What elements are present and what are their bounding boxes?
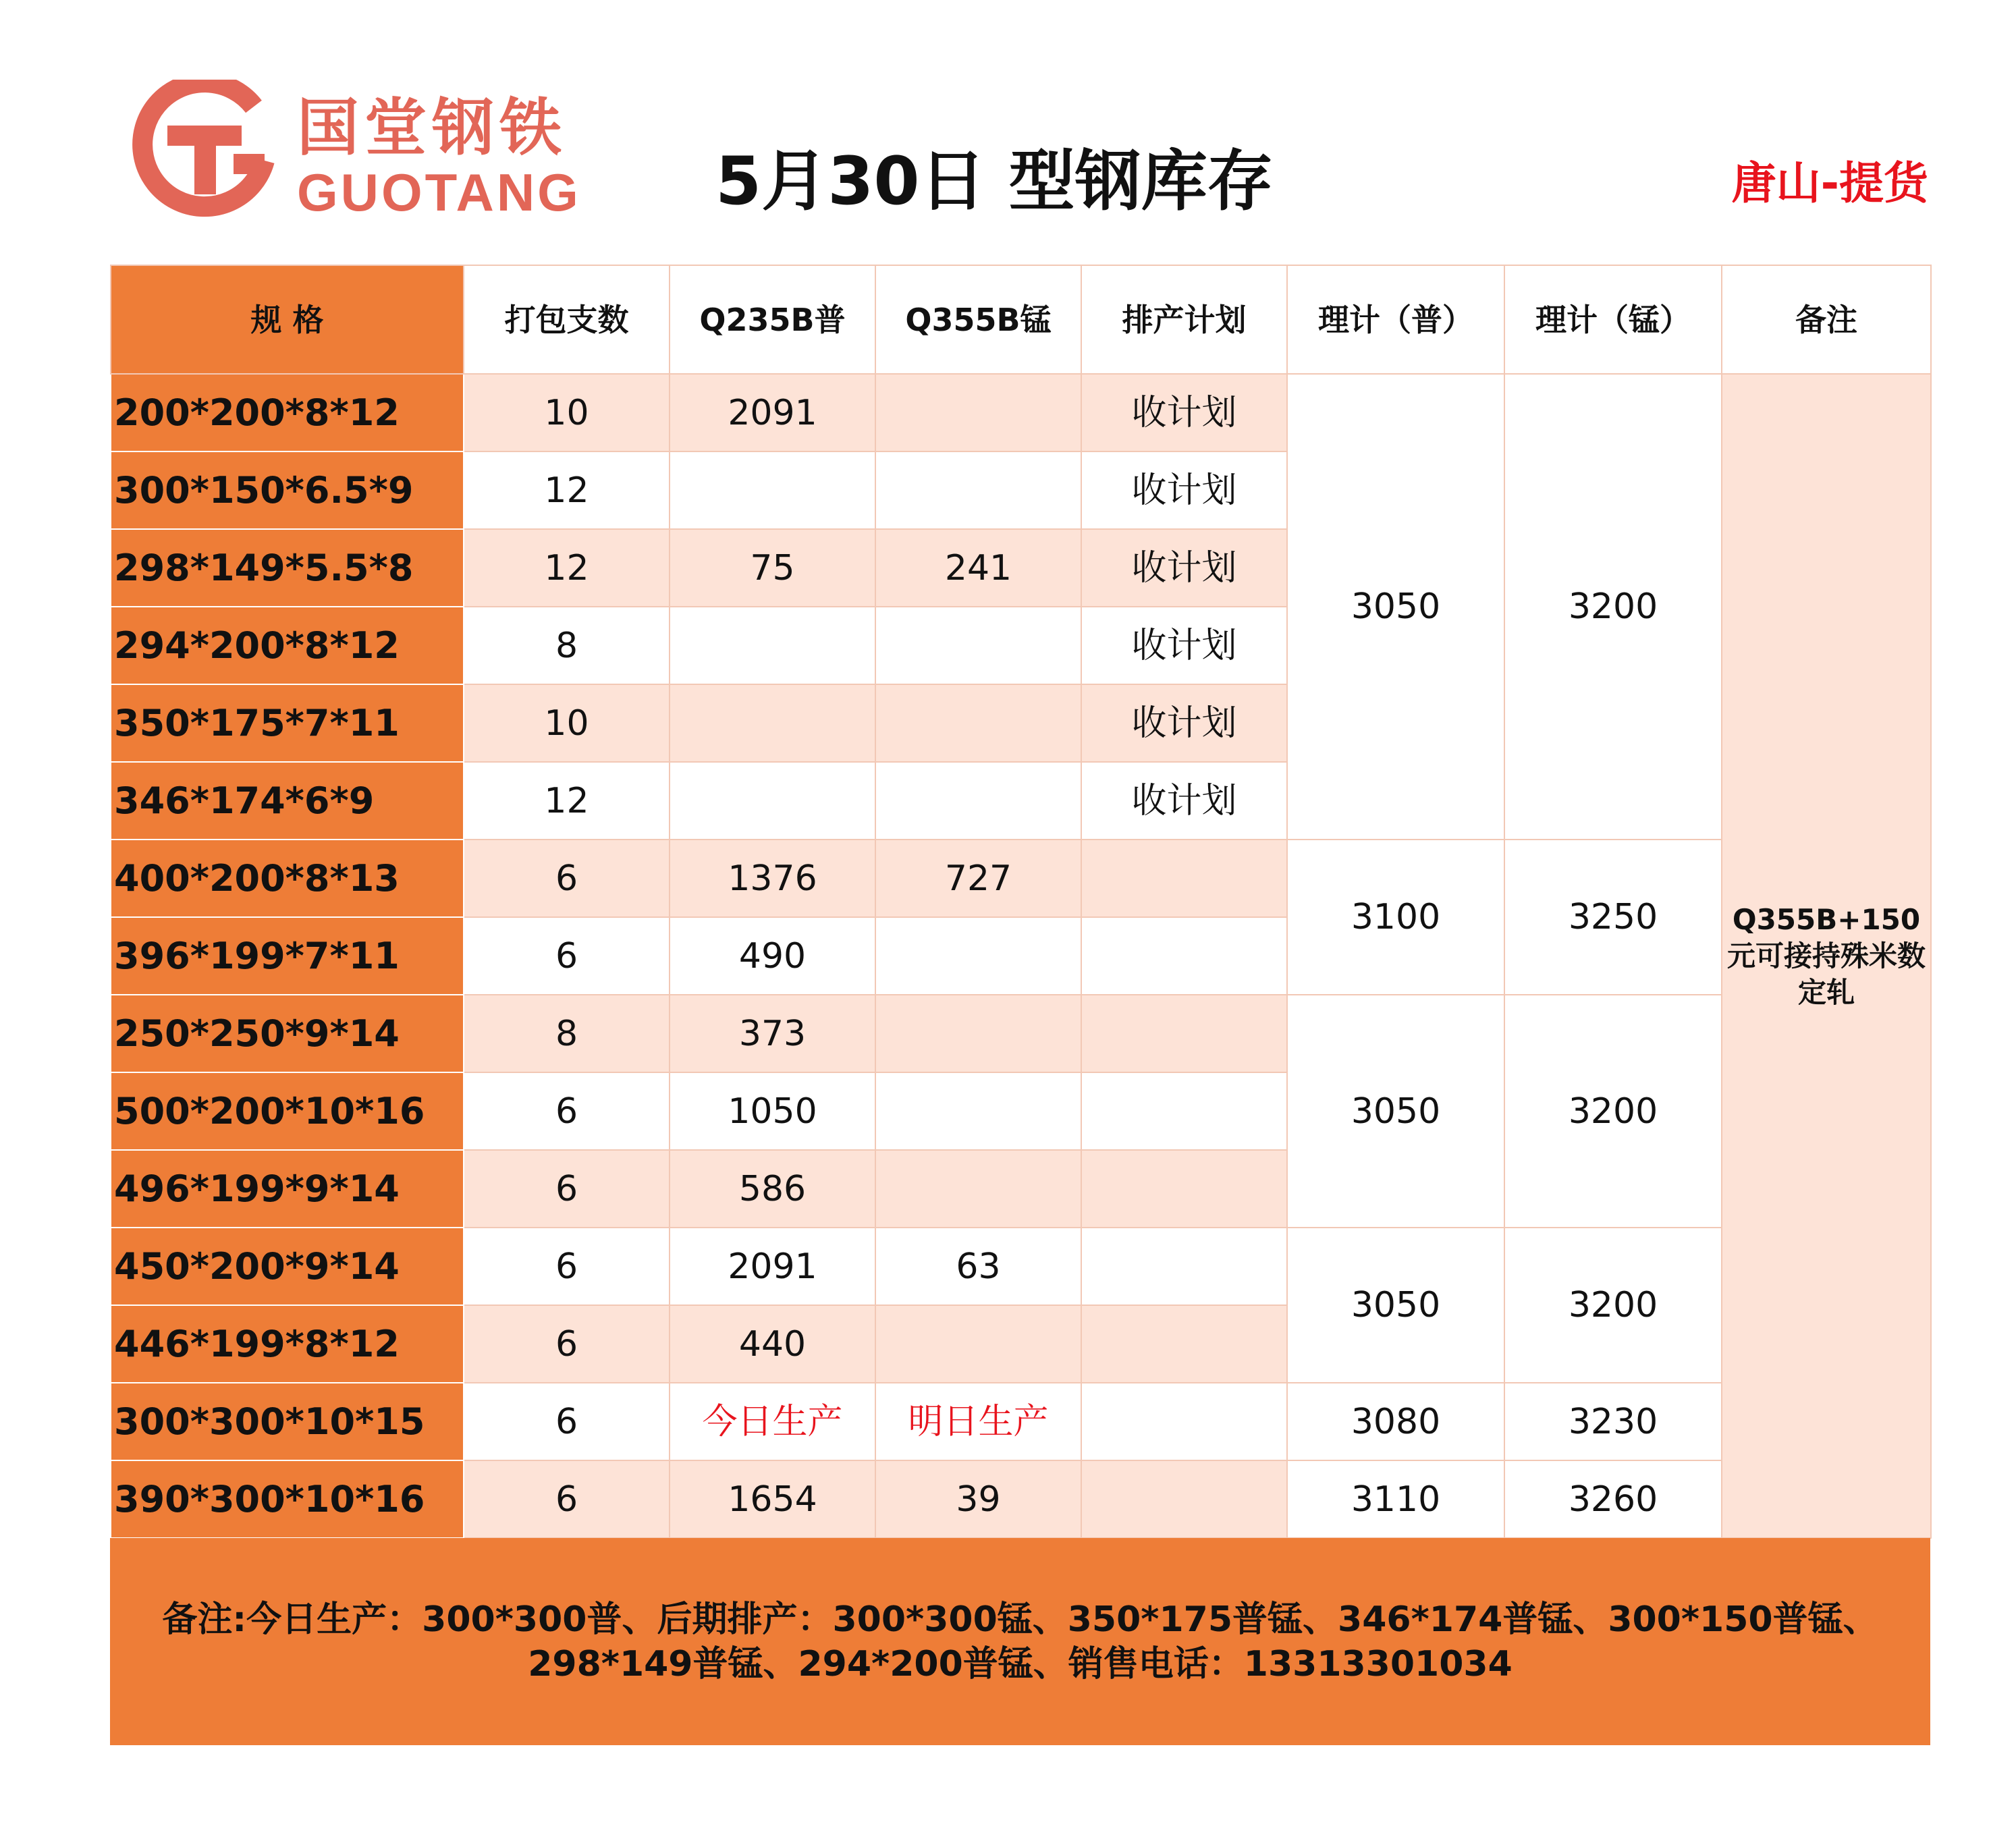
price-pu-cell: 3050	[1287, 374, 1504, 840]
bundle-cell: 6	[464, 1460, 670, 1538]
plan-cell	[1081, 840, 1287, 917]
spec-cell: 294*200*8*12	[111, 607, 464, 684]
q235-cell: 75	[670, 529, 875, 607]
footer-note	[110, 1538, 1930, 1745]
q355-cell: 63	[875, 1228, 1081, 1305]
table-row	[111, 374, 1931, 451]
spec-cell: 496*199*9*14	[111, 1150, 464, 1228]
plan-cell	[1081, 1228, 1287, 1305]
q235-cell	[670, 451, 875, 529]
spec-cell: 450*200*9*14	[111, 1228, 464, 1305]
price-pu-cell: 3050	[1287, 1228, 1504, 1383]
inventory-table	[110, 265, 1932, 1539]
page-title: 5月30日 型钢库存	[715, 143, 1274, 220]
header-bundle-count: 打包支数	[464, 265, 670, 374]
spec-cell: 300*150*6.5*9	[111, 451, 464, 529]
header-theory-price-meng: 理计（锰）	[1504, 265, 1722, 374]
footer-note-text: 备注:今日生产：300*300普、后期排产：300*300锰、350*175普锰、346*174普锰、300*150普锰、298*149普锰、294*200普锰、销售电话：13313301034	[162, 1599, 1878, 1684]
table-row	[111, 995, 1931, 1072]
q355-cell	[875, 1305, 1081, 1383]
logo-name-cn: 国堂钢铁	[297, 92, 568, 164]
note-cell: Q355B+150元可接持殊米数定轧	[1722, 374, 1931, 1538]
plan-cell	[1081, 1383, 1287, 1460]
bundle-cell: 12	[464, 529, 670, 607]
logo-name-en: GUOTANG	[297, 163, 581, 222]
q235-cell: 2091	[670, 374, 875, 451]
table-header-row	[111, 265, 1931, 374]
q235-cell: 440	[670, 1305, 875, 1383]
spec-cell: 500*200*10*16	[111, 1072, 464, 1150]
spec-cell: 350*175*7*11	[111, 684, 464, 762]
price-pu-cell: 3110	[1287, 1460, 1504, 1538]
q355-cell	[875, 374, 1081, 451]
bundle-cell: 6	[464, 1305, 670, 1383]
price-pu-cell: 3100	[1287, 840, 1504, 995]
pickup-location: 唐山-提货	[1731, 157, 1928, 209]
q355-cell	[875, 451, 1081, 529]
q355-cell	[875, 762, 1081, 840]
bundle-cell: 6	[464, 1072, 670, 1150]
price-meng-cell: 3200	[1504, 1228, 1722, 1383]
q355-cell	[875, 917, 1081, 995]
price-meng-cell: 3250	[1504, 840, 1722, 995]
spec-cell: 298*149*5.5*8	[111, 529, 464, 607]
spec-cell: 400*200*8*13	[111, 840, 464, 917]
guotang-logo-icon	[132, 80, 277, 221]
q355-cell	[875, 607, 1081, 684]
table-row	[111, 1383, 1931, 1460]
spec-cell: 396*199*7*11	[111, 917, 464, 995]
q355-cell	[875, 995, 1081, 1072]
plan-cell: 收计划	[1081, 529, 1287, 607]
q235-cell	[670, 762, 875, 840]
header-note: 备注	[1722, 265, 1931, 374]
q355-status-cell: 明日生产	[875, 1383, 1081, 1460]
q235-cell: 1376	[670, 840, 875, 917]
q235-cell	[670, 607, 875, 684]
bundle-cell: 10	[464, 374, 670, 451]
header-production-plan: 排产计划	[1081, 265, 1287, 374]
bundle-cell: 12	[464, 762, 670, 840]
header-q235b: Q235B普	[670, 265, 875, 374]
q235-cell: 1050	[670, 1072, 875, 1150]
header-theory-price-pu: 理计（普）	[1287, 265, 1504, 374]
plan-cell: 收计划	[1081, 762, 1287, 840]
plan-cell	[1081, 1460, 1287, 1538]
spec-cell: 390*300*10*16	[111, 1460, 464, 1538]
plan-cell	[1081, 995, 1287, 1072]
bundle-cell: 8	[464, 995, 670, 1072]
q355-cell	[875, 1072, 1081, 1150]
q235-cell: 490	[670, 917, 875, 995]
bundle-cell: 6	[464, 1228, 670, 1305]
bundle-cell: 6	[464, 1383, 670, 1460]
price-meng-cell: 3260	[1504, 1460, 1722, 1538]
q355-cell	[875, 684, 1081, 762]
spec-cell: 300*300*10*15	[111, 1383, 464, 1460]
spec-cell: 200*200*8*12	[111, 374, 464, 451]
bundle-cell: 6	[464, 1150, 670, 1228]
bundle-cell: 6	[464, 840, 670, 917]
table-row	[111, 1460, 1931, 1538]
plan-cell	[1081, 917, 1287, 995]
q235-cell: 586	[670, 1150, 875, 1228]
spec-cell: 446*199*8*12	[111, 1305, 464, 1383]
bundle-cell: 8	[464, 607, 670, 684]
header-q355b: Q355B锰	[875, 265, 1081, 374]
plan-cell: 收计划	[1081, 374, 1287, 451]
spec-cell: 250*250*9*14	[111, 995, 464, 1072]
plan-cell: 收计划	[1081, 451, 1287, 529]
q235-cell: 373	[670, 995, 875, 1072]
q235-cell: 2091	[670, 1228, 875, 1305]
price-meng-cell: 3230	[1504, 1383, 1722, 1460]
price-pu-cell: 3080	[1287, 1383, 1504, 1460]
q355-cell: 39	[875, 1460, 1081, 1538]
table-row	[111, 840, 1931, 917]
plan-cell: 收计划	[1081, 684, 1287, 762]
plan-cell	[1081, 1305, 1287, 1383]
q355-cell	[875, 1150, 1081, 1228]
table-row	[111, 1228, 1931, 1305]
price-pu-cell: 3050	[1287, 995, 1504, 1228]
q355-cell: 727	[875, 840, 1081, 917]
plan-cell: 收计划	[1081, 607, 1287, 684]
plan-cell	[1081, 1150, 1287, 1228]
q355-cell: 241	[875, 529, 1081, 607]
bundle-cell: 10	[464, 684, 670, 762]
q235-cell	[670, 684, 875, 762]
bundle-cell: 6	[464, 917, 670, 995]
header-spec: 规 格	[111, 265, 464, 374]
q235-status-cell: 今日生产	[670, 1383, 875, 1460]
price-meng-cell: 3200	[1504, 995, 1722, 1228]
spec-cell: 346*174*6*9	[111, 762, 464, 840]
price-meng-cell: 3200	[1504, 374, 1722, 840]
plan-cell	[1081, 1072, 1287, 1150]
bundle-cell: 12	[464, 451, 670, 529]
q235-cell: 1654	[670, 1460, 875, 1538]
company-logo	[132, 80, 591, 221]
